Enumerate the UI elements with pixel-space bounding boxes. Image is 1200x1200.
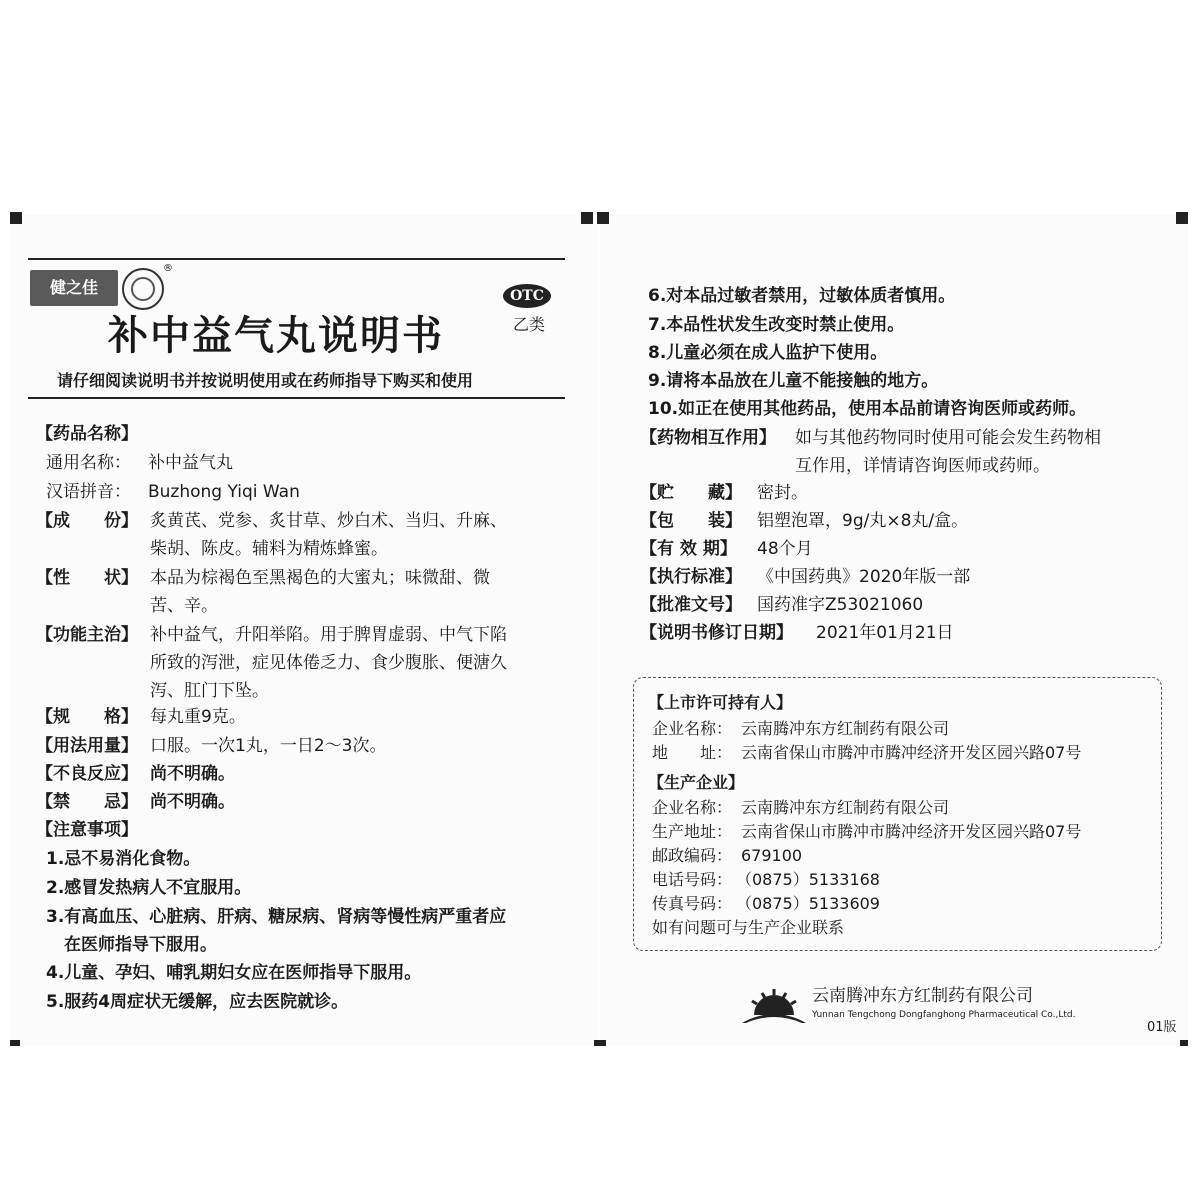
ingredients-label: 【成 份】	[36, 511, 138, 531]
holder-address-value: 云南省保山市腾冲市腾冲经济开发区园兴路07号	[741, 743, 1082, 762]
mfr-phone-label: 电话号码：	[652, 870, 733, 889]
mfr-address-value: 云南省保山市腾冲市腾冲经济开发区园兴路07号	[741, 822, 1082, 841]
mfr-postcode-value: 679100	[741, 846, 803, 865]
precaution-item: 4.儿童、孕妇、哺乳期妇女应在医师指导下服用。	[46, 963, 422, 983]
pinyin-value: Buzhong Yiqi Wan	[148, 482, 300, 502]
category-label: 乙类	[513, 315, 546, 334]
indications-label: 【功能主治】	[36, 625, 138, 645]
precaution-item: 2.感冒发热病人不宜服用。	[46, 878, 252, 898]
ingredients-line: 柴胡、陈皮。辅料为精炼蜂蜜。	[150, 539, 388, 559]
mfr-fax-label: 传真号码：	[652, 894, 733, 913]
holder-label: 【上市许可持有人】	[648, 693, 793, 712]
spec-value: 每丸重9克。	[150, 707, 246, 727]
holder-address-label: 地 址：	[652, 743, 733, 762]
sunrise-logo-icon	[740, 985, 808, 1025]
generic-name-value: 补中益气丸	[148, 453, 233, 473]
usage-label: 【用法用量】	[36, 736, 138, 756]
approval-label: 【批准文号】	[640, 595, 742, 615]
mfr-phone-value: （0875）5133168	[736, 870, 880, 889]
corner-mark	[600, 1040, 606, 1046]
spec-label: 【规 格】	[36, 707, 138, 727]
top-rule	[28, 258, 565, 260]
mfr-address-label: 生产地址：	[652, 822, 733, 841]
precaution-item: 8.儿童必须在成人监护下使用。	[648, 343, 888, 363]
holder-company-value: 云南腾冲东方红制药有限公司	[741, 719, 950, 738]
drug-name-label: 【药品名称】	[36, 424, 138, 444]
otc-badge: OTC	[503, 284, 551, 308]
pinyin-label: 汉语拼音：	[46, 482, 131, 502]
indications-line: 补中益气，升阳举陷。用于脾胃虚弱、中气下陷	[150, 625, 507, 645]
revision-label: 【说明书修订日期】	[640, 623, 793, 643]
appearance-line: 本品为棕褐色至黑褐色的大蜜丸；味微甜、微	[150, 568, 490, 588]
corner-mark	[10, 212, 22, 224]
footer-company-cn: 云南腾冲东方红制药有限公司	[812, 986, 1033, 1006]
company-seal-icon	[122, 268, 164, 310]
appearance-label: 【性 状】	[36, 568, 138, 588]
contra-label: 【禁 忌】	[36, 792, 138, 812]
page-subtitle: 请仔细阅读说明书并按说明使用或在药师指导下购买和使用	[57, 371, 474, 390]
ingredients-line: 炙黄芪、党参、炙甘草、炒白术、当归、升麻、	[150, 511, 507, 531]
validity-label: 【有 效 期】	[640, 539, 737, 559]
storage-value: 密封。	[757, 483, 808, 503]
registered-mark: ®	[163, 263, 173, 274]
page-title: 补中益气丸说明书	[108, 313, 444, 359]
footer-company-en: Yunnan Tengchong Dongfanghong Pharmaceutical Co.,Ltd.	[812, 1010, 1076, 1020]
interaction-line: 如与其他药物同时使用可能会发生药物相	[795, 428, 1101, 448]
contra-value: 尚不明确。	[150, 792, 235, 812]
precaution-item: 1.忌不易消化食物。	[46, 849, 201, 869]
indications-line: 所致的泻泄，症见体倦乏力、食少腹胀、便溏久	[150, 653, 507, 673]
usage-value: 口服。一次1丸，一日2～3次。	[150, 736, 387, 756]
manufacturer-label: 【生产企业】	[648, 773, 745, 792]
precautions-label: 【注意事项】	[36, 820, 138, 840]
interaction-label: 【药物相互作用】	[640, 428, 776, 448]
holder-company-label: 企业名称：	[652, 719, 733, 738]
package-value: 铝塑泡罩，9g/丸×8丸/盒。	[757, 511, 969, 531]
precaution-item: 3.有高血压、心脏病、肝病、糖尿病、肾病等慢性病严重者应	[46, 907, 507, 927]
appearance-line: 苦、辛。	[150, 596, 218, 616]
standard-label: 【执行标准】	[640, 567, 742, 587]
standard-value: 《中国药典》2020年版一部	[757, 567, 971, 587]
generic-name-label: 通用名称：	[46, 453, 131, 473]
precaution-item: 5.服药4周症状无缓解，应去医院就诊。	[46, 992, 349, 1012]
precaution-item: 7.本品性状发生改变时禁止使用。	[648, 315, 905, 335]
adverse-label: 【不良反应】	[36, 764, 138, 784]
interaction-line: 互作用，详情请咨询医师或药师。	[795, 456, 1050, 476]
precaution-item: 在医师指导下服用。	[64, 935, 217, 955]
corner-mark	[581, 212, 593, 224]
storage-label: 【贮 藏】	[640, 483, 742, 503]
corner-mark	[1176, 212, 1188, 224]
corner-mark	[1180, 1040, 1188, 1046]
version-label: 01版	[1147, 1020, 1177, 1035]
revision-value: 2021年01月21日	[816, 623, 954, 643]
corner-mark	[10, 1040, 20, 1046]
precaution-item: 9.请将本品放在儿童不能接触的地方。	[648, 371, 939, 391]
package-label: 【包 装】	[640, 511, 742, 531]
mfr-postcode-label: 邮政编码：	[652, 846, 733, 865]
indications-line: 泻、肛门下坠。	[150, 681, 269, 701]
precaution-item: 6.对本品过敏者禁用，过敏体质者慎用。	[648, 286, 956, 306]
mfr-fax-value: （0875）5133609	[736, 894, 880, 913]
approval-value: 国药准字Z53021060	[757, 595, 924, 615]
brand-logo: 健之佳	[30, 270, 118, 306]
precaution-item: 10.如正在使用其他药品，使用本品前请咨询医师或药师。	[648, 399, 1087, 419]
adverse-value: 尚不明确。	[150, 764, 235, 784]
mfr-company-label: 企业名称：	[652, 798, 733, 817]
subtitle-rule	[28, 397, 565, 399]
validity-value: 48个月	[757, 539, 813, 559]
contact-note: 如有问题可与生产企业联系	[652, 918, 845, 937]
corner-mark	[597, 212, 609, 224]
mfr-company-value: 云南腾冲东方红制药有限公司	[741, 798, 950, 817]
